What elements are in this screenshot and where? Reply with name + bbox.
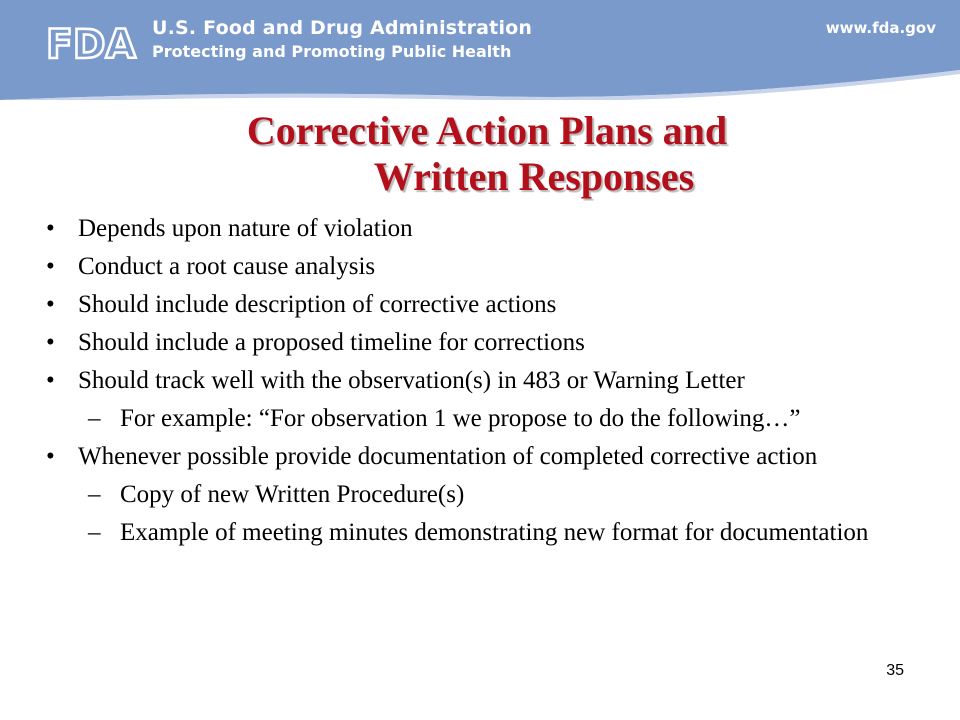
agency-name: U.S. Food and Drug Administration	[152, 17, 533, 39]
bullet-dot-icon: •	[46, 443, 55, 470]
sub-bullet-text: Example of meeting minutes demonstrating new format for documentation	[120, 519, 869, 546]
bullet-item	[46, 368, 916, 394]
sub-bullet-item	[46, 482, 916, 508]
sub-bullet-item	[46, 520, 916, 546]
page-number: 35	[886, 662, 904, 679]
bullet-text: Should track well with the observation(s) in 483 or Warning Letter	[78, 367, 745, 394]
bullet-item	[46, 330, 916, 356]
sub-bullet-text: For example: “For observation 1 we propose to do the following…”	[120, 405, 801, 432]
bullet-text: Should include a proposed timeline for corrections	[78, 329, 585, 356]
dash-icon: –	[88, 405, 101, 432]
bullet-dot-icon: •	[46, 367, 55, 394]
slide-title	[0, 108, 960, 200]
agency-tagline: Protecting and Promoting Public Health	[152, 42, 512, 61]
dash-icon: –	[88, 519, 101, 546]
bullet-item	[46, 444, 916, 470]
site-url[interactable]: www.fda.gov	[825, 19, 936, 37]
bullet-item	[46, 216, 916, 242]
bullet-text: Whenever possible provide documentation of completed corrective action	[78, 443, 818, 470]
bullet-text: Conduct a root cause analysis	[78, 253, 376, 280]
bullet-item	[46, 292, 916, 318]
header-banner	[0, 0, 960, 100]
logo-text: FDA	[46, 22, 137, 64]
bullet-dot-icon: •	[46, 329, 55, 356]
fda-logo-icon	[46, 18, 138, 64]
bullet-text: Should include description of corrective actions	[78, 291, 557, 318]
dash-icon: –	[88, 481, 101, 508]
bullet-item	[46, 254, 916, 280]
slide-title-line2: Written Responses	[373, 154, 695, 199]
bullet-dot-icon: •	[46, 215, 55, 242]
sub-bullet-text: Copy of new Written Procedure(s)	[120, 481, 465, 508]
bullet-dot-icon: •	[46, 291, 55, 318]
bullet-list	[46, 216, 916, 558]
slide-title-line1: Corrective Action Plans and	[246, 108, 728, 153]
sub-bullet-item	[46, 406, 916, 432]
bullet-dot-icon: •	[46, 253, 55, 280]
bullet-text: Depends upon nature of violation	[78, 215, 413, 242]
